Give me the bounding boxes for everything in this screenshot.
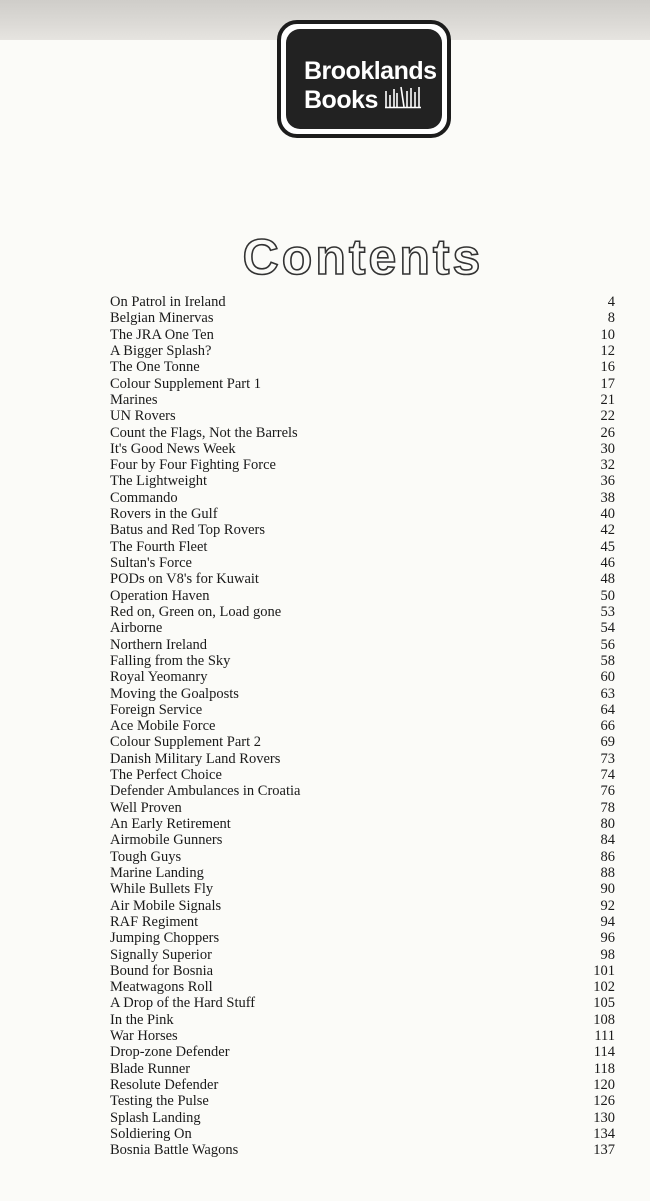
toc-entry	[110, 669, 615, 685]
toc-entry	[110, 800, 615, 816]
toc-entry-page: 38	[600, 489, 615, 506]
toc-entry-title: The JRA One Ten	[110, 326, 214, 343]
toc-entry-page: 50	[600, 587, 615, 604]
toc-entry-title: Splash Landing	[110, 1109, 201, 1126]
toc-entry-title: Bosnia Battle Wagons	[110, 1142, 239, 1159]
toc-entry	[110, 963, 615, 979]
toc-entry-title: Danish Military Land Rovers	[110, 750, 281, 767]
toc-entry-page: 80	[600, 816, 615, 832]
toc-entry	[110, 898, 615, 914]
toc-entry-title: Well Proven	[110, 799, 182, 816]
toc-entry	[110, 294, 615, 310]
toc-entry	[110, 734, 615, 750]
toc-entry-page: 12	[600, 342, 615, 359]
toc-entry-page: 60	[600, 669, 615, 686]
toc-entry-title: Batus and Red Top Rovers	[110, 522, 265, 539]
toc-entry-title: Red on, Green on, Load gone	[110, 603, 282, 620]
toc-entry-title: Resolute Defender	[110, 1077, 219, 1093]
toc-entry-page: 88	[600, 864, 615, 881]
toc-entry-page: 21	[600, 391, 615, 408]
toc-entry-page: 105	[593, 995, 615, 1012]
toc-entry-page: 130	[593, 1109, 615, 1126]
toc-entry	[110, 637, 615, 653]
toc-entry-title: Marine Landing	[110, 864, 204, 881]
toc-entry	[110, 604, 615, 620]
toc-entry-page: 17	[600, 375, 615, 392]
toc-entry	[110, 539, 615, 555]
toc-entry-title: The Perfect Choice	[110, 767, 222, 784]
toc-entry	[110, 1077, 615, 1093]
toc-entry	[110, 995, 615, 1011]
toc-entry	[110, 620, 615, 636]
toc-entry	[110, 343, 615, 359]
toc-entry-page: 42	[600, 522, 615, 539]
toc-entry-title: Moving the Goalposts	[110, 685, 239, 702]
toc-entry-title: Tough Guys	[110, 848, 182, 865]
toc-entry-page: 45	[600, 538, 615, 555]
toc-entry-title: Air Mobile Signals	[110, 897, 222, 914]
toc-entry-title: Colour Supplement Part 2	[110, 734, 262, 751]
toc-entry-page: 48	[600, 571, 615, 588]
toc-entry	[110, 930, 615, 946]
toc-entry-title: PODs on V8's for Kuwait	[110, 571, 259, 588]
toc-entry	[110, 1142, 615, 1158]
toc-entry-title: Meatwagons Roll	[110, 979, 213, 996]
toc-entry-title: War Horses	[110, 1028, 178, 1045]
toc-entry-title: Drop-zone Defender	[110, 1044, 230, 1061]
toc-entry-page: 108	[593, 1011, 615, 1028]
toc-entry-page: 63	[600, 685, 615, 702]
toc-entry-title: An Early Retirement	[110, 816, 231, 832]
toc-entry	[110, 457, 615, 473]
toc-entry-page: 94	[600, 913, 615, 930]
toc-entry	[110, 783, 615, 799]
toc-entry	[110, 865, 615, 881]
toc-entry-title: The One Tonne	[110, 359, 200, 376]
toc-entry-title: Count the Flags, Not the Barrels	[110, 424, 298, 441]
toc-entry-title: Sultan's Force	[110, 555, 192, 571]
toc-entry-page: 69	[600, 734, 615, 751]
toc-entry-page: 46	[600, 555, 615, 571]
toc-entry-title: A Drop of the Hard Stuff	[110, 995, 256, 1012]
toc-entry-title: In the Pink	[110, 1011, 174, 1028]
toc-entry	[110, 1044, 615, 1060]
toc-entry	[110, 1093, 615, 1109]
toc-entry-page: 76	[600, 783, 615, 800]
toc-entry	[110, 425, 615, 441]
toc-entry-title: Testing the Pulse	[110, 1093, 209, 1110]
toc-entry-page: 74	[600, 767, 615, 784]
toc-entry-page: 40	[600, 506, 615, 523]
toc-entry-title: A Bigger Splash?	[110, 342, 212, 359]
toc-entry	[110, 327, 615, 343]
toc-entry-page: 126	[593, 1093, 615, 1110]
toc-entry	[110, 881, 615, 897]
toc-entry-title: Jumping Choppers	[110, 930, 220, 947]
toc-entry	[110, 490, 615, 506]
toc-entry	[110, 1110, 615, 1126]
toc-entry-title: Signally Superior	[110, 946, 212, 963]
toc-entry-page: 16	[600, 359, 615, 376]
toc-entry	[110, 849, 615, 865]
toc-entry	[110, 1126, 615, 1142]
toc-entry-page: 64	[600, 701, 615, 718]
toc-entry-title: Colour Supplement Part 1	[110, 375, 262, 392]
toc-entry	[110, 947, 615, 963]
toc-entry	[110, 408, 615, 424]
toc-entry-title: Falling from the Sky	[110, 652, 231, 669]
toc-entry-page: 58	[600, 652, 615, 669]
toc-entry-title: On Patrol in Ireland	[110, 294, 226, 310]
toc-entry-title: Airborne	[110, 620, 163, 637]
toc-entry-page: 101	[593, 962, 615, 979]
toc-entry	[110, 571, 615, 587]
toc-entry-page: 56	[600, 636, 615, 653]
toc-entry	[110, 473, 615, 489]
toc-entry	[110, 376, 615, 392]
toc-entry-page: 53	[600, 603, 615, 620]
toc-entry-page: 90	[600, 881, 615, 898]
toc-entry-title: Blade Runner	[110, 1060, 191, 1077]
toc-entry-page: 137	[593, 1142, 615, 1159]
toc-entry-page: 102	[593, 979, 615, 996]
toc-entry-page: 10	[600, 326, 615, 343]
toc-entry-title: Four by Four Fighting Force	[110, 457, 276, 474]
toc-entry	[110, 686, 615, 702]
toc-entry-title: Defender Ambulances in Croatia	[110, 783, 301, 800]
toc-entry	[110, 914, 615, 930]
toc-entry-page: 8	[607, 310, 615, 327]
table-of-contents	[110, 294, 615, 1159]
toc-entry-title: Soldiering On	[110, 1125, 192, 1142]
toc-entry-page: 111	[594, 1028, 615, 1045]
toc-entry-page: 84	[600, 832, 615, 849]
toc-entry-page: 54	[600, 620, 615, 637]
toc-entry-title: UN Rovers	[110, 408, 176, 425]
toc-entry-title: Operation Haven	[110, 587, 210, 604]
toc-entry-title: RAF Regiment	[110, 913, 199, 930]
toc-entry	[110, 555, 615, 571]
toc-entry-title: It's Good News Week	[110, 440, 236, 457]
toc-entry-page: 26	[600, 424, 615, 441]
toc-entry	[110, 816, 615, 832]
toc-entry	[110, 310, 615, 326]
toc-entry	[110, 832, 615, 848]
toc-entry-page: 96	[600, 930, 615, 947]
logo-books-word: Books	[304, 86, 378, 114]
toc-entry-page: 73	[600, 750, 615, 767]
toc-entry-page: 30	[600, 440, 615, 457]
toc-entry	[110, 588, 615, 604]
toc-entry-page: 118	[593, 1060, 615, 1077]
toc-entry	[110, 522, 615, 538]
toc-entry-page: 92	[600, 897, 615, 914]
toc-entry-title: Commando	[110, 489, 178, 506]
toc-entry-title: Bound for Bosnia	[110, 962, 214, 979]
toc-entry	[110, 702, 615, 718]
toc-entry	[110, 751, 615, 767]
toc-entry-title: Marines	[110, 391, 158, 408]
toc-entry-title: Royal Yeomanry	[110, 669, 208, 686]
toc-entry-title: The Fourth Fleet	[110, 538, 208, 555]
logo-line-1: Brooklands	[304, 57, 437, 85]
toc-entry-title: Airmobile Gunners	[110, 832, 223, 849]
toc-entry-page: 78	[600, 799, 615, 816]
toc-entry	[110, 767, 615, 783]
toc-entry-page: 120	[593, 1077, 615, 1093]
toc-entry-page: 22	[600, 408, 615, 425]
toc-entry-page: 36	[600, 473, 615, 490]
toc-entry-page: 32	[600, 457, 615, 474]
toc-entry-title: Ace Mobile Force	[110, 718, 216, 735]
logo-line-2	[304, 85, 442, 115]
toc-entry	[110, 653, 615, 669]
toc-entry	[110, 718, 615, 734]
toc-entry-page: 4	[607, 294, 615, 310]
toc-entry	[110, 392, 615, 408]
toc-entry-page: 86	[600, 848, 615, 865]
toc-entry-title: Belgian Minervas	[110, 310, 214, 327]
toc-entry	[110, 1012, 615, 1028]
toc-entry	[110, 506, 615, 522]
toc-entry	[110, 441, 615, 457]
toc-entry	[110, 359, 615, 375]
contents-heading: Contents	[242, 229, 484, 285]
toc-entry-title: Northern Ireland	[110, 636, 208, 653]
toc-entry-title: The Lightweight	[110, 473, 208, 490]
books-icon	[384, 85, 422, 115]
logo-plate	[286, 29, 442, 129]
toc-entry-page: 98	[600, 946, 615, 963]
toc-entry	[110, 1061, 615, 1077]
toc-entry-page: 66	[600, 718, 615, 735]
toc-entry-title: While Bullets Fly	[110, 881, 214, 898]
toc-entry	[110, 979, 615, 995]
toc-entry-page: 134	[593, 1125, 615, 1142]
toc-entry-page: 114	[593, 1044, 615, 1061]
toc-entry-title: Foreign Service	[110, 701, 203, 718]
brooklands-books-logo	[277, 20, 451, 138]
toc-entry	[110, 1028, 615, 1044]
toc-entry-title: Rovers in the Gulf	[110, 506, 218, 523]
